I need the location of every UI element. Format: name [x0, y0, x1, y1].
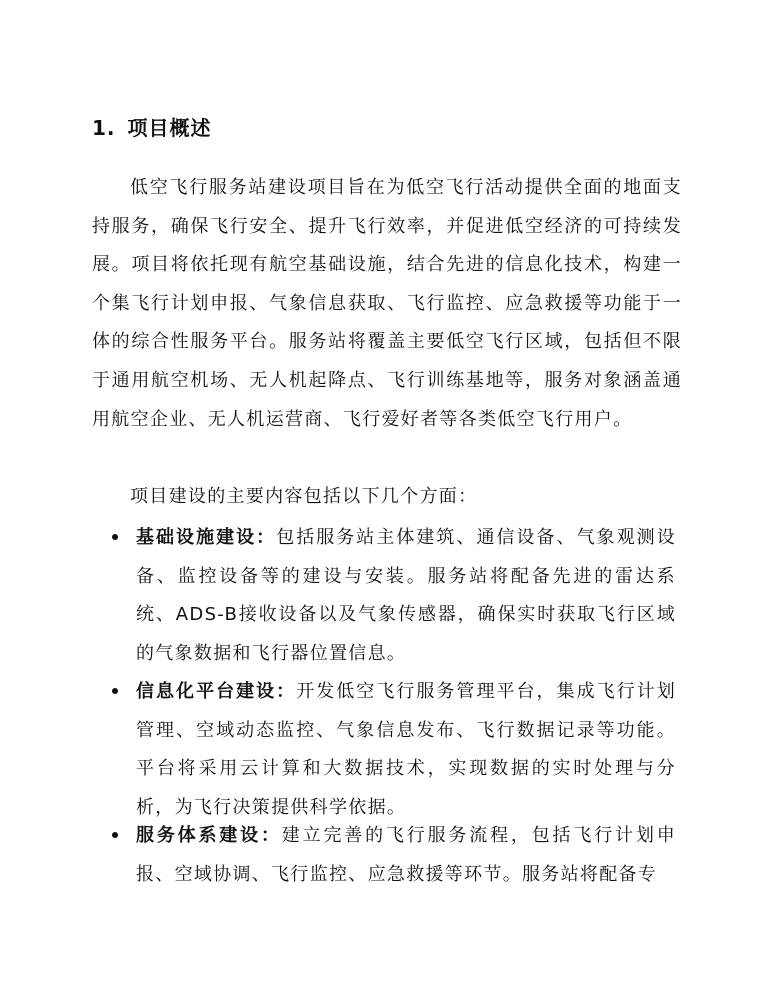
bullet-term: 信息化平台建设：	[136, 681, 297, 702]
bullet-item-service-system	[136, 817, 676, 894]
overview-paragraph: 低空飞行服务站建设项目旨在为低空飞行活动提供全面的地面支持服务，确保飞行安全、提升飞行效率，并促进低空经济的可持续发展。项目将依托现有航空基础设施，结合先进的信息化技术，构建一个集飞行计划申报、气象信息获取、飞行监控、应急救援等功能于一体的综合性服务平台。服务站将覆盖主要低空飞行区域，包括但不限于通用航空机场、无人机起降点、飞行训练基地等，服务对象涵盖通用航空企业、无人机运营商、飞行爱好者等各类低空飞行用户。	[92, 177, 682, 430]
bullet-dot-icon	[112, 688, 118, 694]
content-intro-paragraph: 项目建设的主要内容包括以下几个方面：	[130, 486, 478, 507]
bullet-text: 建立完善的飞行服务流程，包括飞行计划申报、空域协调、飞行监控、应急救援等环节。服务站将配备专	[136, 825, 676, 885]
bullet-term: 服务体系建设：	[136, 825, 282, 846]
section-title: 项目概述	[127, 116, 212, 140]
section-heading	[92, 113, 212, 143]
bullet-text: 包括服务站主体建筑、通信设备、气象观测设备、监控设备等的建设与安装。服务站将配备先进的雷达系统、ADS-B接收设备以及气象传感器，确保实时获取飞行区域的气象数据和飞行器位置信息。	[136, 527, 676, 664]
section-number: 1.	[92, 116, 116, 140]
bullet-text: 开发低空飞行服务管理平台，集成飞行计划管理、空域动态监控、气象信息发布、飞行数据记录等功能。平台将采用云计算和大数据技术，实现数据的实时处理与分析，为飞行决策提供科学依据。	[136, 681, 676, 818]
bullet-dot-icon	[112, 534, 118, 540]
bullet-dot-icon	[112, 832, 118, 838]
bullet-item-infrastructure	[136, 519, 676, 673]
bullet-item-information-platform	[136, 673, 676, 827]
bullet-term: 基础设施建设：	[136, 527, 277, 548]
